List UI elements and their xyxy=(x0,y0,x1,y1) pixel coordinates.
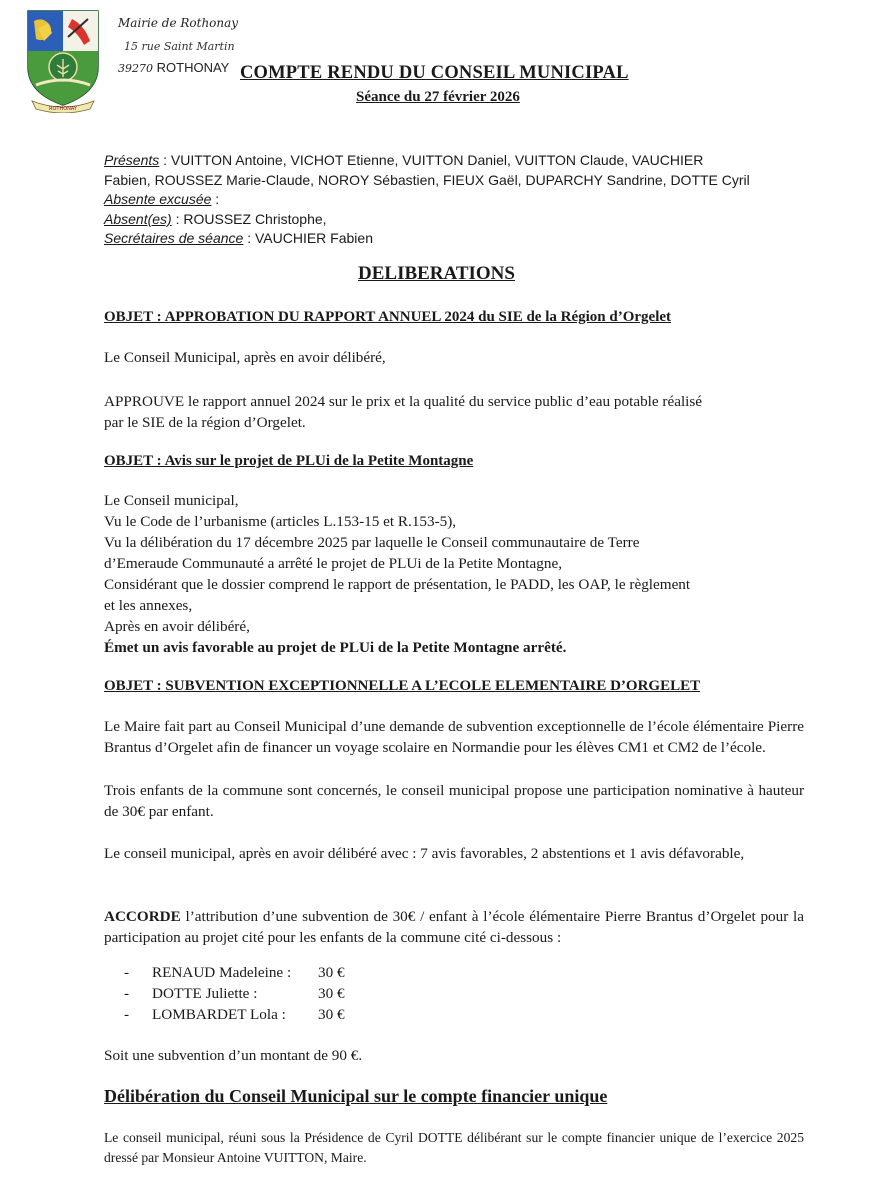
recipient-amount: 30 € xyxy=(318,1006,345,1023)
section4-text: Le conseil municipal, réuni sous la Présidence de Cyril DOTTE délibérant sur le compte financier unique de l’exercice 2025 dressé par Monsieur Antoine VUITTON, Maire. xyxy=(104,1130,804,1165)
present-row xyxy=(104,151,804,171)
mairie-name: Mairie de Rothonay xyxy=(118,16,239,30)
section2-line: Vu le Code de l’urbanisme (articles L.153-15 et R.153-5), xyxy=(104,513,457,530)
document-title: COMPTE RENDU DU CONSEIL MUNICIPAL xyxy=(240,63,629,83)
section1-approve xyxy=(104,391,804,433)
mairie-city: ROTHONAY xyxy=(156,60,230,75)
recipient-name: DOTTE Juliette : xyxy=(152,985,258,1002)
recipient-amount: 30 € xyxy=(318,985,345,1002)
list-item xyxy=(124,983,345,1004)
absent-label: Absent(es) xyxy=(104,210,172,227)
section2-line: d’Emeraude Communauté a arrêté le projet de PLUi de la Petite Montagne, xyxy=(104,555,562,572)
absent-row xyxy=(104,210,804,230)
recipient-name: RENAUD Madeleine : xyxy=(152,964,292,981)
section4-heading: Délibération du Conseil Municipal sur le compte financier unique xyxy=(104,1086,608,1106)
section2-line: Vu la délibération du 17 décembre 2025 par laquelle le Conseil communautaire de Terre xyxy=(104,534,640,551)
excused-label: Absente excusée xyxy=(104,191,212,207)
section2-line: Considérant que le dossier comprend le rapport de présentation, le PADD, les OAP, le règlement xyxy=(104,576,691,593)
section2-line: Le Conseil municipal, xyxy=(104,492,239,509)
excused-row xyxy=(104,190,804,210)
svg-text:ROTHONAY: ROTHONAY xyxy=(49,106,77,112)
list-dash: - xyxy=(124,1006,130,1023)
document-subtitle: Séance du 27 février 2026 xyxy=(356,89,520,105)
section2-line: et les annexes, xyxy=(104,597,193,614)
mairie-street: 15 rue Saint Martin xyxy=(124,40,235,53)
present-label: Présents xyxy=(104,152,160,168)
section3-accord xyxy=(104,906,804,948)
secretary-value: : VAUCHIER Fabien xyxy=(243,230,373,246)
recipient-name: LOMBARDET Lola : xyxy=(152,1006,286,1023)
mairie-city-line xyxy=(118,60,229,75)
recipients-list xyxy=(124,962,345,1025)
section1-approve-line2: par le SIE de la région d’Orgelet. xyxy=(104,414,306,431)
present-line1: : VUITTON Antoine, VICHOT Etienne, VUITTON Daniel, VUITTON Claude, VAUCHIER xyxy=(159,152,704,168)
accord-text: l’attribution d’une subvention de 30€ / enfant à l’école élémentaire Pierre Brantus d’Orgelet pour la participation au projet cité pour les enfants de la commune cité ci-dessous : xyxy=(104,908,804,946)
deliberations-title: DELIBERATIONS xyxy=(358,263,515,284)
attendance-block xyxy=(104,151,804,249)
secretary-label: Secrétaires de séance xyxy=(104,230,244,246)
section3-objet: OBJET : SUBVENTION EXCEPTIONNELLE A L’ECOLE ELEMENTAIRE D’ORGELET xyxy=(104,678,701,694)
mairie-postcode: 39270 xyxy=(118,62,153,75)
present-line2: Fabien, ROUSSEZ Marie-Claude, NOROY Sébastien, FIEUX Gaël, DUPARCHY Sandrine, DOTTE Cyril xyxy=(104,171,750,188)
list-item xyxy=(124,1004,345,1025)
section2-decision: Émet un avis favorable au projet de PLUi de la Petite Montagne arrêté. xyxy=(104,639,567,656)
section3-request: Le Maire fait part au Conseil Municipal d’une demande de subvention exceptionnelle de l’école élémentaire Pierre Brantus d’Orgelet afin de financer un voyage scolaire en Normandie pour les élèves CM1 et CM2 de l’école. xyxy=(104,718,804,756)
list-item xyxy=(124,962,345,983)
section1-intro: Le Conseil Municipal, après en avoir délibéré, xyxy=(104,349,386,366)
list-dash: - xyxy=(124,985,130,1002)
section1-objet: OBJET : APPROBATION DU RAPPORT ANNUEL 2024 du SIE de la Région d’Orgelet xyxy=(104,309,672,325)
section2-objet: OBJET : Avis sur le projet de PLUi de la Petite Montagne xyxy=(104,453,474,469)
section3-vote: Le conseil municipal, après en avoir délibéré avec : 7 avis favorables, 2 abstentions et 1 avis défavorable, xyxy=(104,845,745,862)
section1-approve-line1: APPROUVE le rapport annuel 2024 sur le prix et la qualité du service public d’eau potable réalisé xyxy=(104,393,703,410)
municipal-crest-logo xyxy=(24,9,102,113)
accord-keyword: ACCORDE xyxy=(104,908,181,925)
secretary-row xyxy=(104,229,804,249)
excused-value: : xyxy=(211,191,220,207)
list-dash: - xyxy=(124,964,130,981)
section2-body xyxy=(104,490,804,658)
section3-total: Soit une subvention d’un montant de 90 €. xyxy=(104,1047,363,1064)
absent-value: : ROUSSEZ Christophe, xyxy=(171,210,327,227)
recipient-amount: 30 € xyxy=(318,964,345,981)
section2-line: Après en avoir délibéré, xyxy=(104,618,250,635)
section3-proposal: Trois enfants de la commune sont concernés, le conseil municipal propose une participation nominative à hauteur de 30€ par enfant. xyxy=(104,782,804,820)
